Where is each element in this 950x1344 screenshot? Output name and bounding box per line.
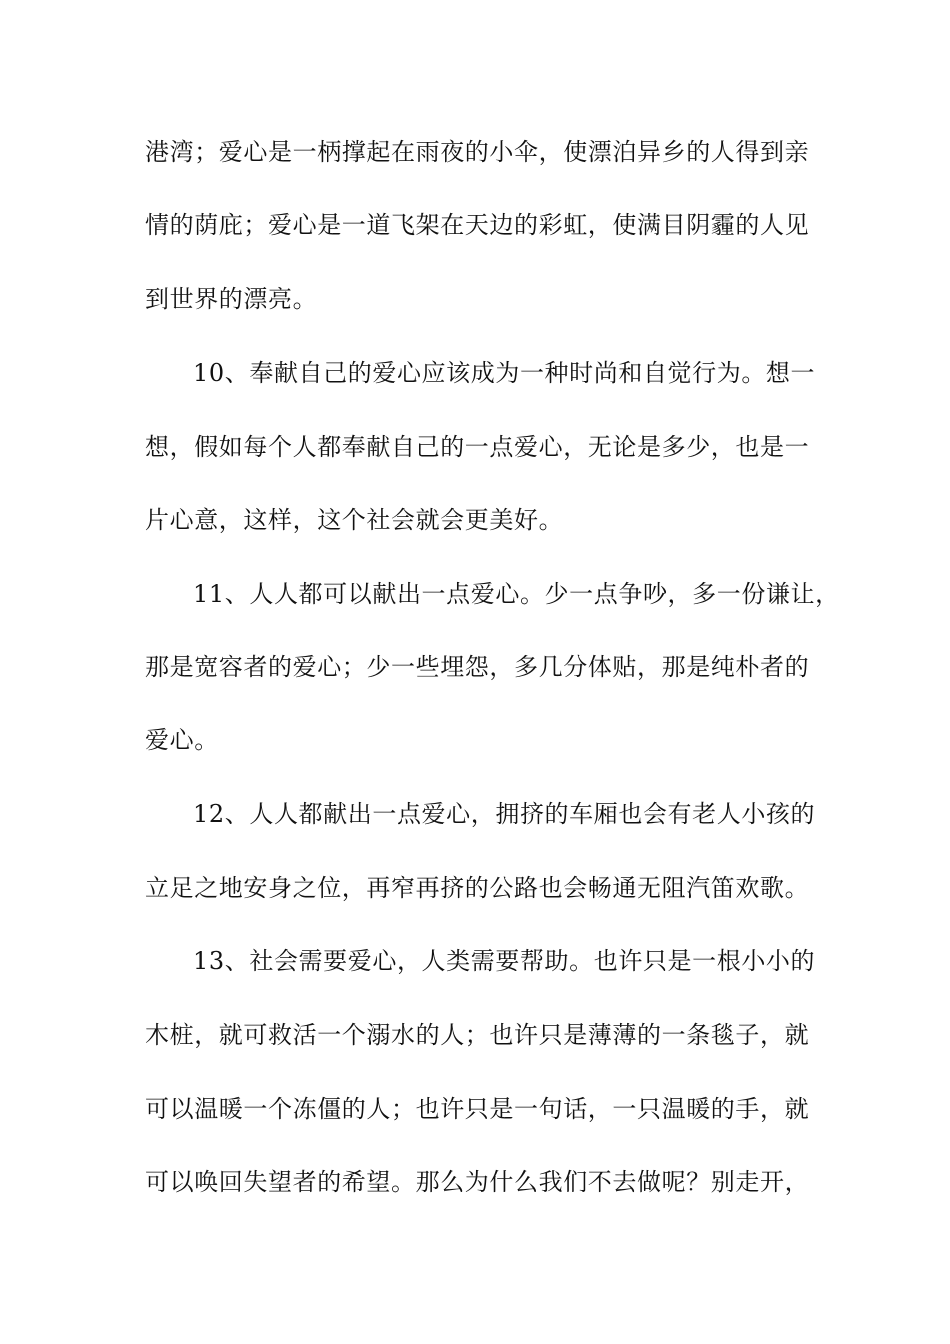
text-line: 到世界的漂亮。 [145,285,318,313]
text-line: 可以温暖一个冻僵的人；也许只是一句话，一只温暖的手，就 [145,1095,810,1123]
text-line: 木桩，就可救活一个溺水的人；也许只是薄薄的一条毯子，就 [145,1021,810,1049]
text-line: 港湾；爱心是一柄撑起在雨夜的小伞，使漂泊异乡的人得到亲 [145,138,810,166]
paragraph-11-first-line: 11、人人都可以献出一点爱心。少一点争吵，多一份谦让， [193,580,840,608]
text-line: 想，假如每个人都奉献自己的一点爱心，无论是多少，也是一 [145,433,810,461]
paragraph-13-first-line: 13、社会需要爱心，人类需要帮助。也许只是一根小小的 [193,947,816,975]
text-line: 那是宽容者的爱心；少一些埋怨，多几分体贴，那是纯朴者的 [145,653,810,681]
paragraph-12-first-line: 12、人人都献出一点爱心，拥挤的车厢也会有老人小孩的 [193,800,816,828]
text-line: 爱心。 [145,726,219,754]
text-line: 情的荫庇；爱心是一道飞架在天边的彩虹，使满目阴霾的人见 [145,211,810,239]
text-line: 立足之地安身之位，再窄再挤的公路也会畅通无阻汽笛欢歌。 [145,874,810,902]
text-line: 片心意，这样，这个社会就会更美好。 [145,506,564,534]
paragraph-10-first-line: 10、奉献自己的爱心应该成为一种时尚和自觉行为。想一 [193,359,816,387]
text-line: 可以唤回失望者的希望。那么为什么我们不去做呢？别走开， [145,1168,810,1196]
